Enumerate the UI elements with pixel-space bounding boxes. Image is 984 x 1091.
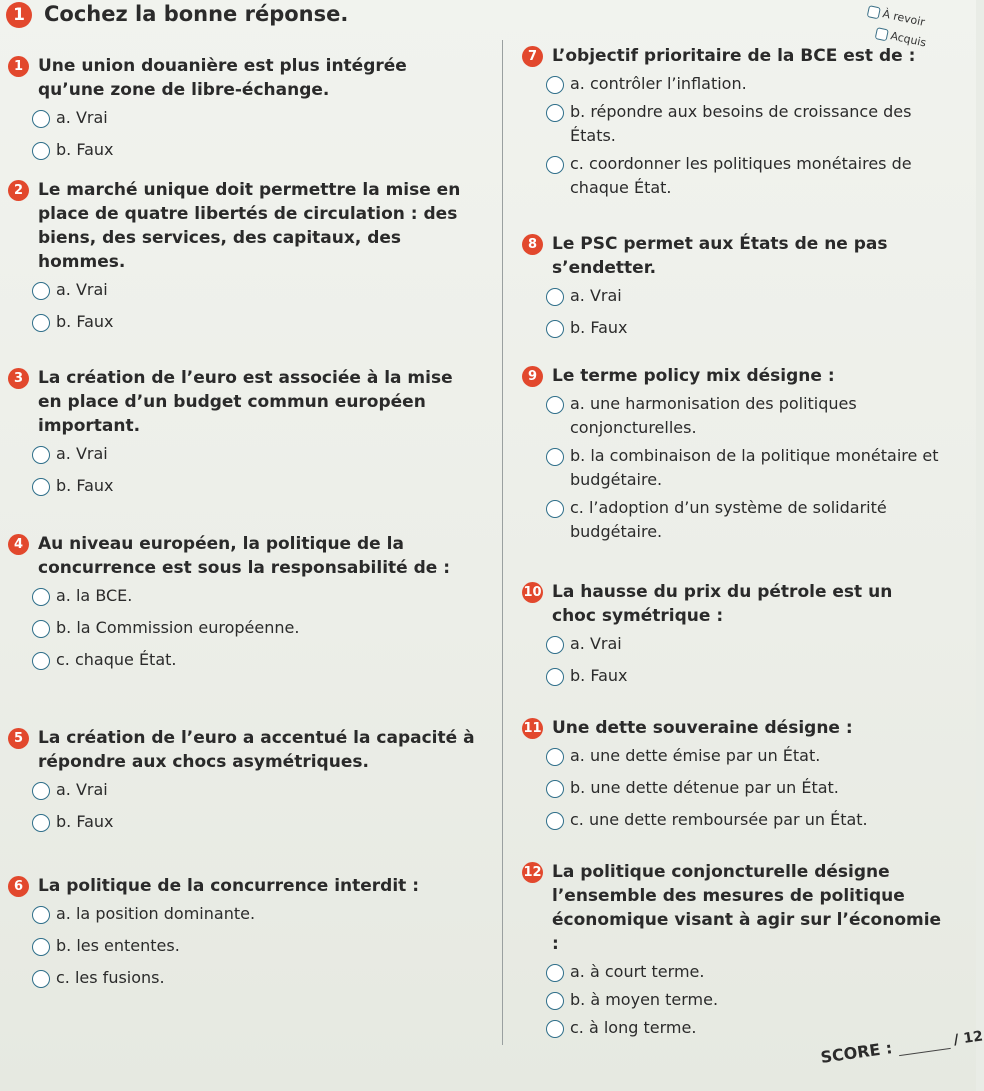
answer-option[interactable]: c. à long terme. xyxy=(546,1016,942,1040)
question-2 xyxy=(8,178,478,342)
question-11 xyxy=(522,716,942,840)
answer-option[interactable]: a. contrôler l’inflation. xyxy=(546,72,942,96)
question-1 xyxy=(8,54,478,170)
question-8 xyxy=(522,232,942,348)
radio-circle-icon[interactable] xyxy=(546,992,564,1010)
radio-circle-icon[interactable] xyxy=(32,314,50,332)
answer-option[interactable]: c. les fusions. xyxy=(32,966,478,990)
exercise-number-badge: 1 xyxy=(6,2,32,28)
question-12 xyxy=(522,860,942,1044)
radio-circle-icon[interactable] xyxy=(32,782,50,800)
question-text: La hausse du prix du pétrole est un choc symétrique : xyxy=(552,582,893,626)
question-number-badge: 11 xyxy=(522,718,543,739)
radio-circle-icon[interactable] xyxy=(546,668,564,686)
question-text: Au niveau européen, la politique de la concurrence est sous la responsabilité de : xyxy=(38,534,451,578)
answer-option[interactable]: b. Faux xyxy=(546,316,942,340)
radio-circle-icon[interactable] xyxy=(546,104,564,122)
radio-circle-icon[interactable] xyxy=(546,156,564,174)
question-number-badge: 5 xyxy=(8,728,29,749)
radio-circle-icon[interactable] xyxy=(32,652,50,670)
answer-option[interactable]: a. la BCE. xyxy=(32,584,478,608)
question-text: Une union douanière est plus intégrée qu’une zone de libre-échange. xyxy=(38,56,407,100)
score-max: / 12 xyxy=(952,1028,984,1049)
answer-option[interactable]: b. Faux xyxy=(32,138,478,162)
answer-option[interactable]: b. à moyen terme. xyxy=(546,988,942,1012)
question-number-badge: 9 xyxy=(522,366,543,387)
answer-option[interactable]: a. Vrai xyxy=(32,278,478,302)
radio-circle-icon[interactable] xyxy=(32,906,50,924)
question-number-badge: 6 xyxy=(8,876,29,897)
question-text: Le marché unique doit permettre la mise en place de quatre libertés de circulation : des biens, des services, des capitaux, des hommes. xyxy=(38,180,461,272)
answer-option[interactable]: b. une dette détenue par un État. xyxy=(546,776,942,800)
radio-circle-icon[interactable] xyxy=(32,110,50,128)
question-text: La politique conjoncturelle désigne l’ensemble des mesures de politique économique visant à agir sur l’économie : xyxy=(552,862,942,954)
radio-circle-icon[interactable] xyxy=(32,620,50,638)
question-7 xyxy=(522,44,942,204)
radio-circle-icon[interactable] xyxy=(32,814,50,832)
answer-option[interactable]: a. la position dominante. xyxy=(32,902,478,926)
question-text: Une dette souveraine désigne : xyxy=(552,718,853,738)
question-text: Le terme policy mix désigne : xyxy=(552,366,835,386)
exercise-header xyxy=(0,0,976,40)
answer-option[interactable]: b. les ententes. xyxy=(32,934,478,958)
radio-circle-icon[interactable] xyxy=(32,282,50,300)
radio-circle-icon[interactable] xyxy=(32,970,50,988)
question-text: La création de l’euro est associée à la mise en place d’un budget commun européen important. xyxy=(38,368,453,436)
answer-option[interactable]: a. à court terme. xyxy=(546,960,942,984)
radio-circle-icon[interactable] xyxy=(32,938,50,956)
radio-circle-icon[interactable] xyxy=(546,76,564,94)
radio-circle-icon[interactable] xyxy=(546,636,564,654)
question-number-badge: 8 xyxy=(522,234,543,255)
answer-option[interactable]: b. la combinaison de la politique monétaire et budgétaire. xyxy=(546,444,942,492)
column-divider xyxy=(502,40,503,1045)
score-label: SCORE : xyxy=(819,1038,894,1067)
question-number-badge: 7 xyxy=(522,46,543,67)
radio-circle-icon[interactable] xyxy=(546,812,564,830)
question-number-badge: 3 xyxy=(8,368,29,389)
status-acquired[interactable]: Acquis xyxy=(875,26,928,49)
radio-circle-icon[interactable] xyxy=(546,448,564,466)
radio-circle-icon[interactable] xyxy=(546,964,564,982)
radio-circle-icon[interactable] xyxy=(546,780,564,798)
question-6 xyxy=(8,874,478,998)
radio-circle-icon[interactable] xyxy=(32,588,50,606)
question-text: La politique de la concurrence interdit : xyxy=(38,876,420,896)
answer-option[interactable]: b. la Commission européenne. xyxy=(32,616,478,640)
question-number-badge: 1 xyxy=(8,56,29,77)
radio-circle-icon[interactable] xyxy=(32,446,50,464)
radio-circle-icon[interactable] xyxy=(546,1020,564,1038)
radio-circle-icon[interactable] xyxy=(546,288,564,306)
question-3 xyxy=(8,366,478,506)
question-5 xyxy=(8,726,478,842)
answer-option[interactable]: b. Faux xyxy=(32,310,478,334)
question-number-badge: 12 xyxy=(522,862,543,883)
answer-option[interactable]: a. Vrai xyxy=(32,106,478,130)
answer-option[interactable]: c. une dette remboursée par un État. xyxy=(546,808,942,832)
answer-option[interactable]: c. l’adoption d’un système de solidarité budgétaire. xyxy=(546,496,942,544)
question-number-badge: 2 xyxy=(8,180,29,201)
question-text: La création de l’euro a accentué la capacité à répondre aux chocs asymétriques. xyxy=(38,728,475,772)
answer-option[interactable]: c. coordonner les politiques monétaires de chaque État. xyxy=(546,152,942,200)
answer-option[interactable]: b. Faux xyxy=(32,810,478,834)
radio-circle-icon[interactable] xyxy=(546,500,564,518)
answer-option[interactable]: a. Vrai xyxy=(546,632,942,656)
answer-option[interactable]: b. Faux xyxy=(32,474,478,498)
radio-circle-icon[interactable] xyxy=(546,748,564,766)
answer-option[interactable]: a. une harmonisation des politiques conjoncturelles. xyxy=(546,392,942,440)
answer-option[interactable]: b. Faux xyxy=(546,664,942,688)
radio-circle-icon[interactable] xyxy=(32,142,50,160)
answer-option[interactable]: a. Vrai xyxy=(32,778,478,802)
status-to-review[interactable]: À revoir xyxy=(867,4,926,29)
radio-circle-icon[interactable] xyxy=(546,396,564,414)
answer-option[interactable]: c. chaque État. xyxy=(32,648,478,672)
checkbox-icon[interactable] xyxy=(875,27,889,41)
question-number-badge: 4 xyxy=(8,534,29,555)
question-text: L’objectif prioritaire de la BCE est de : xyxy=(552,46,916,66)
answer-option[interactable]: b. répondre aux besoins de croissance des États. xyxy=(546,100,942,148)
question-9 xyxy=(522,364,942,548)
question-text: Le PSC permet aux États de ne pas s’endetter. xyxy=(552,234,888,278)
answer-option[interactable]: a. Vrai xyxy=(32,442,478,466)
answer-option[interactable]: a. une dette émise par un État. xyxy=(546,744,942,768)
exercise-instruction: Cochez la bonne réponse. xyxy=(44,2,349,26)
radio-circle-icon[interactable] xyxy=(546,320,564,338)
checkbox-icon[interactable] xyxy=(867,5,881,19)
answer-option[interactable]: a. Vrai xyxy=(546,284,942,308)
question-4 xyxy=(8,532,478,680)
question-number-badge: 10 xyxy=(522,582,543,603)
score-blank[interactable] xyxy=(899,1048,951,1056)
radio-circle-icon[interactable] xyxy=(32,478,50,496)
question-10 xyxy=(522,580,942,696)
